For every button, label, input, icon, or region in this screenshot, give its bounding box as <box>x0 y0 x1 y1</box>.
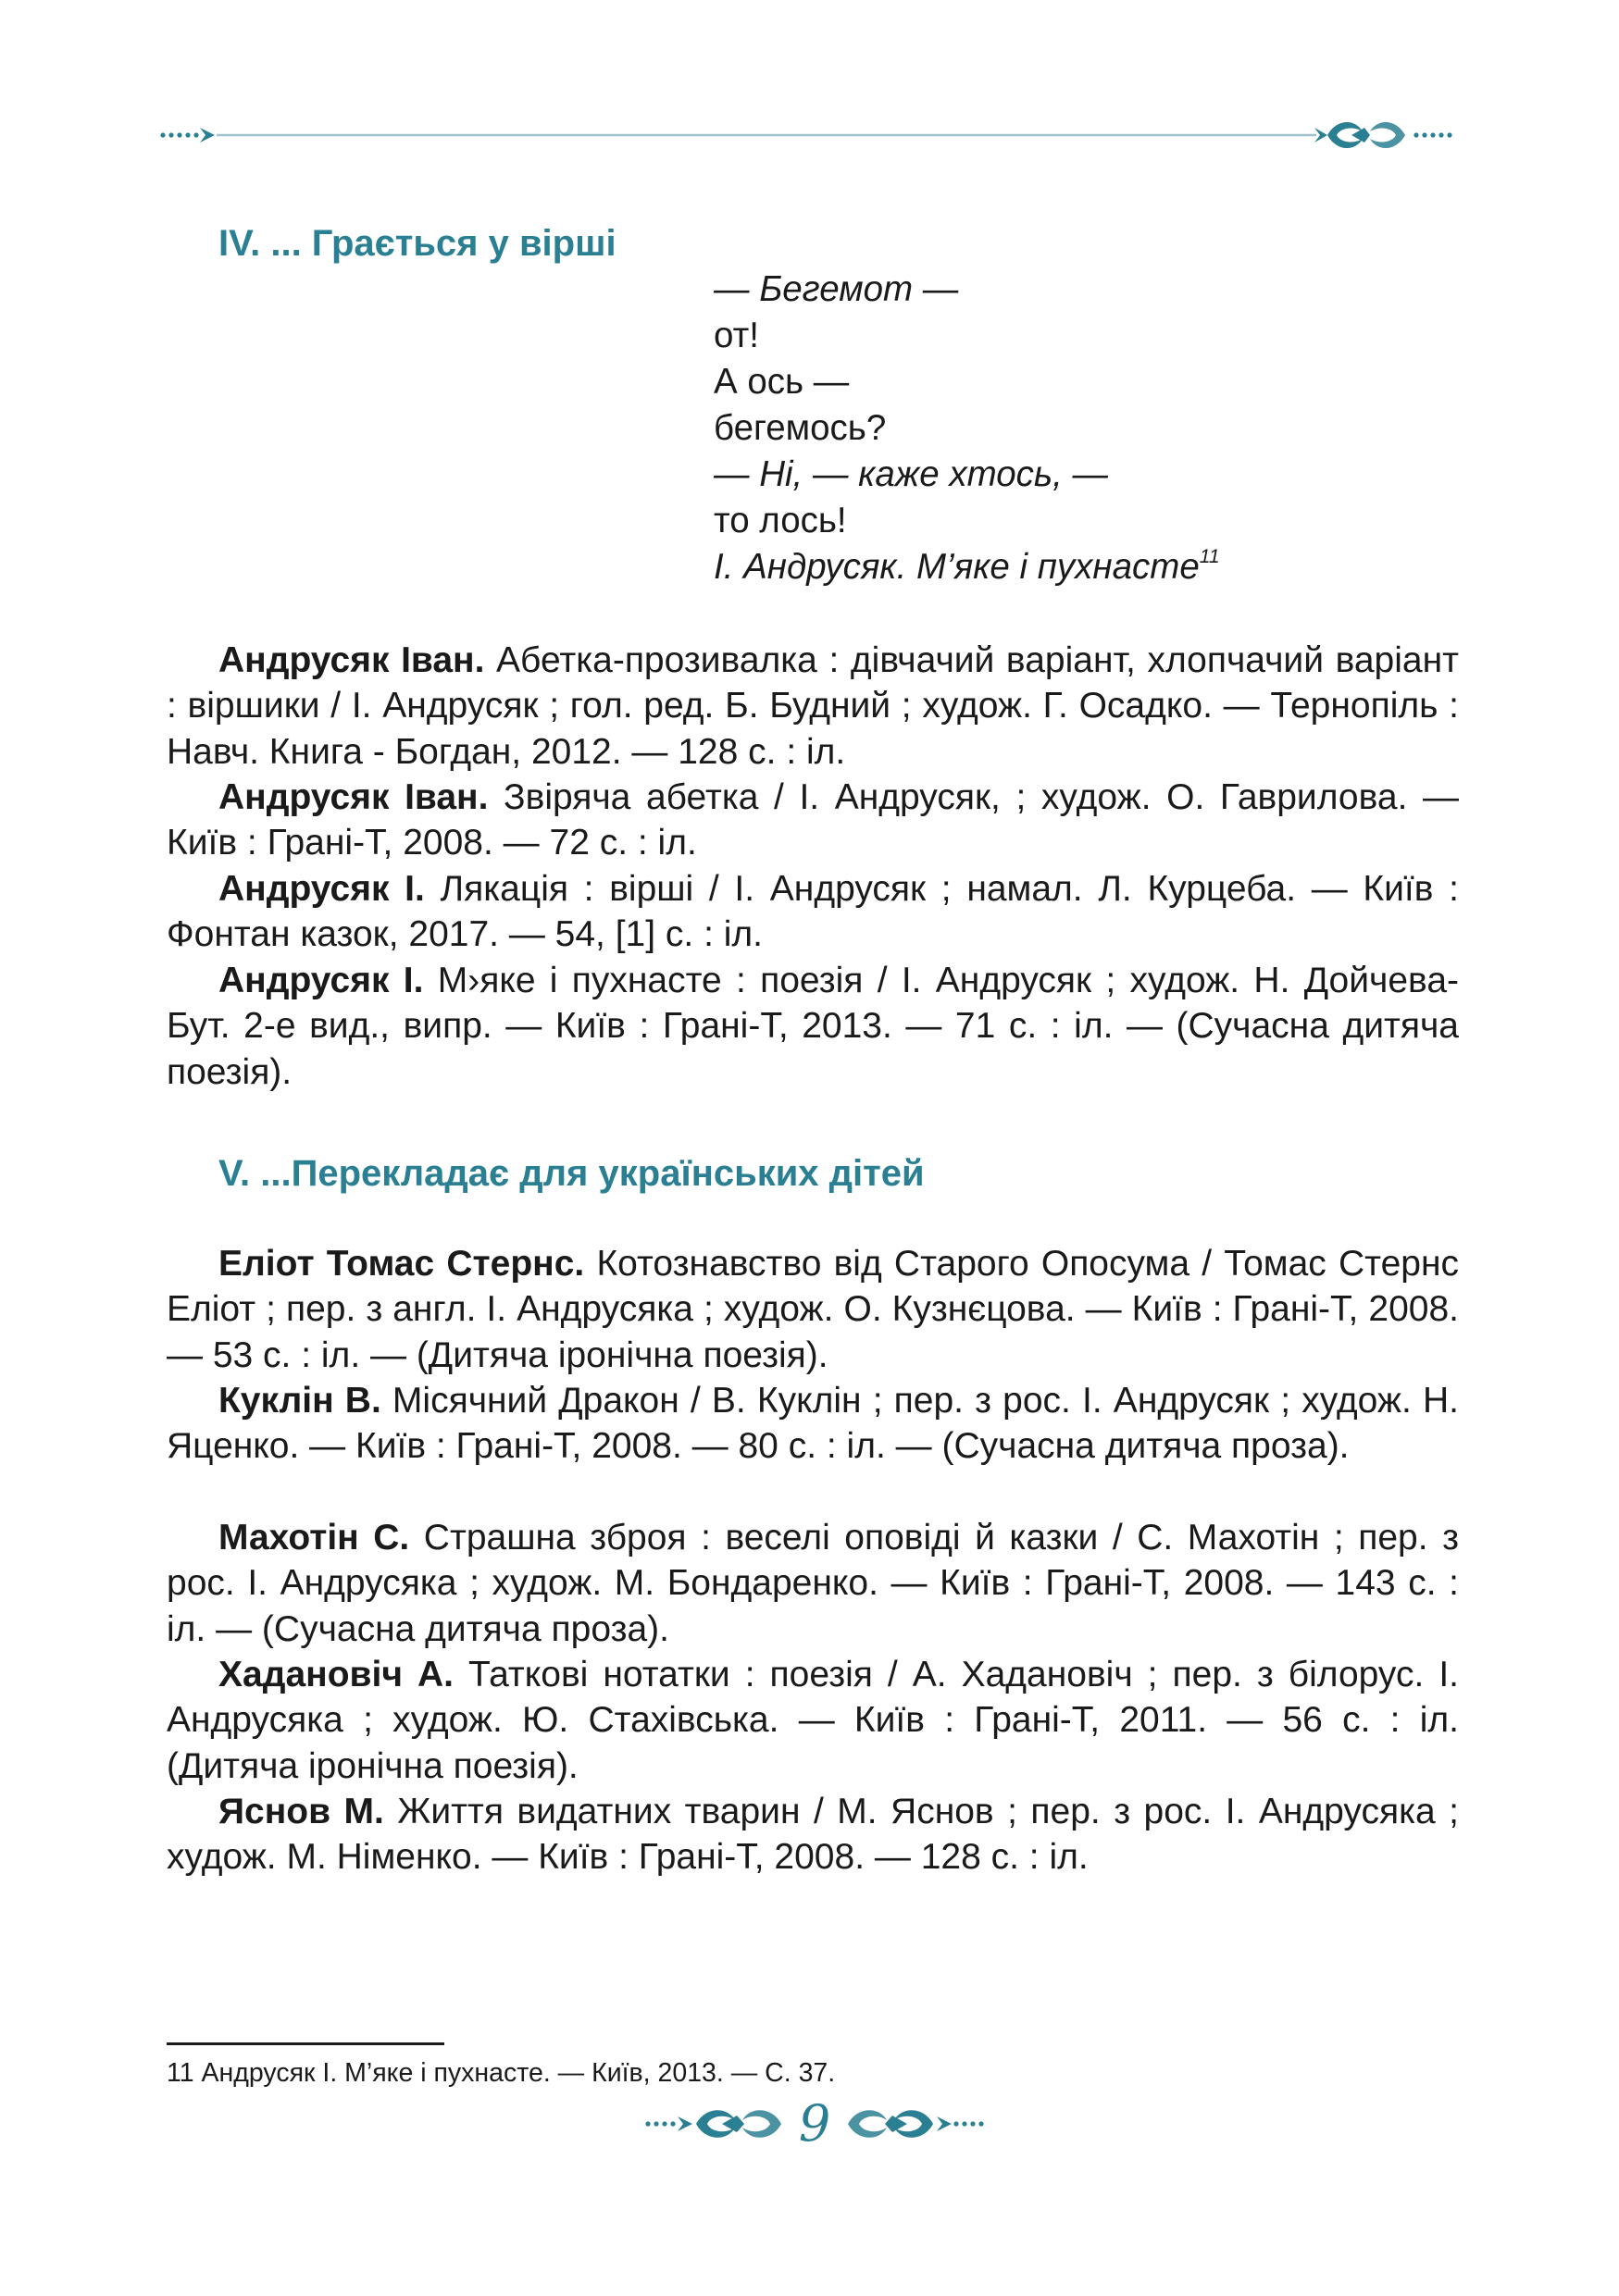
entry-author: Хадановіч А. <box>218 1655 454 1694</box>
bibliography-entry <box>167 1515 1459 1652</box>
poem-line: от! <box>714 316 759 355</box>
page-number: 9 <box>798 2094 831 2153</box>
poem-excerpt <box>714 267 1220 590</box>
poem-attribution-text: І. Андрусяк. М’яке і пухнасте <box>714 547 1200 587</box>
bibliography-entry <box>167 1378 1459 1470</box>
bibliography-entry <box>167 958 1459 1095</box>
bibliography-entry <box>167 1241 1459 1378</box>
scroll-flourish-icon <box>696 2110 781 2138</box>
bibliography-entry <box>167 1789 1459 1880</box>
entry-text: Абетка-прозивалка : дівчачий варіант, хлопчачий варіант : віршики / І. Андрусяк ; гол. ред. Б. Будний ; худож. Г. Осадко. — Тернопіль : Навч. Книга - Богдан, 2012. — 128 с. : іл. <box>167 640 1459 772</box>
bibliography-entry <box>167 638 1459 775</box>
footnote-divider <box>167 2042 444 2045</box>
poem-line: А ось — <box>714 362 850 402</box>
poem-line: — Ні, — каже хтось, — <box>714 454 1109 494</box>
footnote: 11 Андрусяк І. М’яке і пухнасте. — Київ, 2013. — С. 37. <box>167 2058 836 2088</box>
section-heading-v: V. ...Перекладає для українських дітей <box>218 1153 925 1194</box>
entry-author: Андрусяк Іван. <box>218 640 485 680</box>
entry-author: Еліот Томас Стернс. <box>218 1244 585 1284</box>
entry-text: Страшна зброя : веселі оповіді й казки / С. Махотін ; пер. з рос. І. Андрусяка ; худож. М. Бондаренко. — Київ : Грані-Т, 2008. — 143 с. : іл. — (Сучасна дитяча проза). <box>167 1518 1459 1649</box>
entry-text: М›яке і пухнасте : поезія / І. Андрусяк ; худож. Н. Дойчева-Бут. 2-е вид., випр. — Київ : Грані-Т, 2013. — 71 с. : іл. — (Сучасна дитяча поезія). <box>167 961 1459 1092</box>
scroll-flourish-icon <box>848 2110 933 2138</box>
entry-author: Андрусяк І. <box>218 961 424 1000</box>
entry-text: Лякація : вірші / І. Андрусяк ; намал. Л. Курцеба. — Київ : Фонтан казок, 2017. — 54, [1] с. : іл. <box>167 869 1459 955</box>
top-ornament <box>159 109 1459 161</box>
section-heading-iv: IV. ... Грається у вірші <box>218 223 616 264</box>
entry-author: Андрусяк І. <box>218 869 425 909</box>
footnote-marker: 11 <box>1199 546 1220 567</box>
bibliography-entry <box>167 1652 1459 1789</box>
poem-attribution <box>714 544 1220 590</box>
bibliography-entry <box>167 775 1459 866</box>
entry-text: Таткові нотатки : поезія / А. Хадановіч ; пер. з білорус. І. Андрусяка ; худож. Ю. Стахівська. — Київ : Грані-Т, 2011. — 56 с. : іл. (Дитяча іронічна поезія). <box>167 1655 1459 1786</box>
poem-line: то лось! <box>714 501 847 540</box>
entry-author: Андрусяк Іван. <box>218 777 489 817</box>
entry-text: Місячний Дракон / В. Куклін ; пер. з рос. І. Андрусяк ; худож. Н. Яценко. — Київ : Грані-Т, 2008. — 80 с. : іл. — (Сучасна дитяча проза). <box>167 1381 1459 1467</box>
entry-author: Яснов М. <box>218 1792 384 1831</box>
entry-author: Куклін В. <box>218 1381 381 1421</box>
entry-text: Життя видатних тварин / М. Яснов ; пер. з рос. І. Андрусяка ; худож. М. Німенко. — Київ : Грані-Т, 2008. — 128 с. : іл. <box>167 1792 1459 1878</box>
scroll-flourish-icon <box>1314 122 1452 148</box>
entry-text: Звіряча абетка / І. Андрусяк, ; худож. О. Гаврилова. — Київ : Грані-Т, 2008. — 72 с. : іл. <box>167 777 1460 863</box>
entry-author: Махотін С. <box>218 1518 410 1558</box>
bibliography-entry <box>167 866 1459 958</box>
entry-text: Котознавство від Старого Опосума / Томас Стернс Еліот ; пер. з англ. І. Андрусяка ; худож. О. Кузнєцова. — Київ : Грані-Т, 2008. — 53 с. : іл. — (Дитяча іронічна поезія). <box>167 1244 1459 1375</box>
poem-line: бегемось? <box>714 408 887 448</box>
poem-line: — Бегемот — <box>714 269 959 309</box>
